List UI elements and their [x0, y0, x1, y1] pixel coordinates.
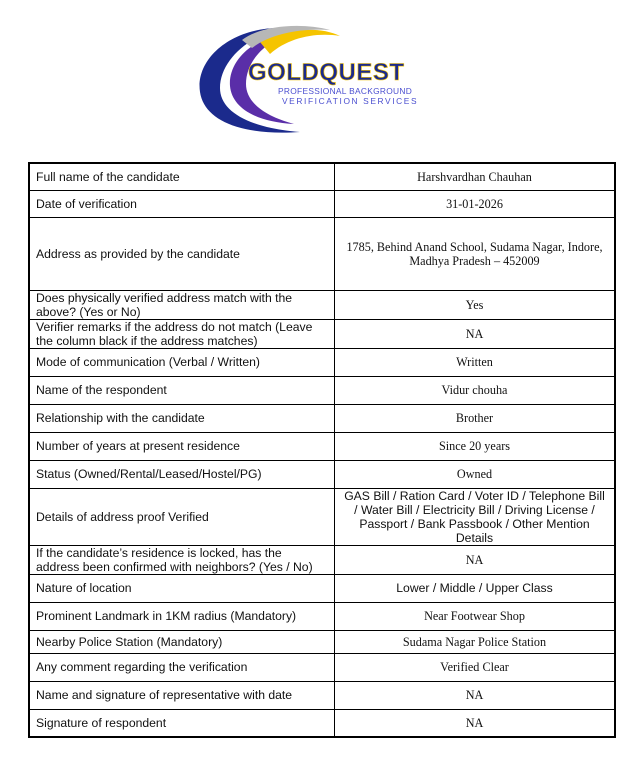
- row-label: Name of the respondent: [29, 376, 335, 404]
- row-value: Vidur chouha: [335, 376, 616, 404]
- table-row: [29, 488, 615, 545]
- row-label: Name and signature of representative with date: [29, 681, 335, 709]
- row-label: If the candidate’s residence is locked, has the address been confirmed with neighbors? (Yes / No): [29, 545, 335, 574]
- table-row: [29, 319, 615, 348]
- table-row: [29, 348, 615, 376]
- row-value: Brother: [335, 404, 616, 432]
- row-value: Lower / Middle / Upper Class: [335, 574, 616, 602]
- row-value: NA: [335, 681, 616, 709]
- table-row: [29, 163, 615, 190]
- row-value: Harshvardhan Chauhan: [335, 163, 616, 190]
- table-row: [29, 404, 615, 432]
- row-label: Date of verification: [29, 190, 335, 217]
- table-row: [29, 460, 615, 488]
- table-row: [29, 709, 615, 737]
- table-row: [29, 217, 615, 290]
- row-label: Status (Owned/Rental/Leased/Hostel/PG): [29, 460, 335, 488]
- row-value: Near Footwear Shop: [335, 602, 616, 630]
- goldquest-logo: [190, 20, 460, 140]
- table-row: [29, 681, 615, 709]
- table-row: [29, 653, 615, 681]
- table-row: [29, 290, 615, 319]
- row-label: Full name of the candidate: [29, 163, 335, 190]
- row-label: Prominent Landmark in 1KM radius (Mandatory): [29, 602, 335, 630]
- table-row: [29, 545, 615, 574]
- row-label: Nature of location: [29, 574, 335, 602]
- row-value: NA: [335, 319, 616, 348]
- logo-tagline-1: PROFESSIONAL BACKGROUND: [278, 86, 413, 96]
- table-row: [29, 630, 615, 653]
- row-value: Verified Clear: [335, 653, 616, 681]
- row-label: Does physically verified address match with the above? (Yes or No): [29, 290, 335, 319]
- logo-tagline-2: VERIFICATION SERVICES: [282, 96, 419, 106]
- table-row: [29, 432, 615, 460]
- row-label: Address as provided by the candidate: [29, 217, 335, 290]
- row-label: Number of years at present residence: [29, 432, 335, 460]
- row-value: NA: [335, 709, 616, 737]
- row-value: Sudama Nagar Police Station: [335, 630, 616, 653]
- row-value: Owned: [335, 460, 616, 488]
- row-value: Since 20 years: [335, 432, 616, 460]
- row-value: Written: [335, 348, 616, 376]
- row-label: Verifier remarks if the address do not match (Leave the column black if the address matches): [29, 319, 335, 348]
- row-label: Signature of respondent: [29, 709, 335, 737]
- logo-wordmark: GOLDQUEST: [248, 59, 405, 86]
- table-row: [29, 376, 615, 404]
- row-label: Relationship with the candidate: [29, 404, 335, 432]
- row-value: 31-01-2026: [335, 190, 616, 217]
- row-value: 1785, Behind Anand School, Sudama Nagar, Indore, Madhya Pradesh – 452009: [335, 217, 616, 290]
- row-label: Nearby Police Station (Mandatory): [29, 630, 335, 653]
- table-row: [29, 574, 615, 602]
- row-label: Any comment regarding the verification: [29, 653, 335, 681]
- row-label: Details of address proof Verified: [29, 488, 335, 545]
- table-row: [29, 602, 615, 630]
- verification-table: [28, 162, 616, 738]
- row-value: NA: [335, 545, 616, 574]
- table-row: [29, 190, 615, 217]
- row-value: GAS Bill / Ration Card / Voter ID / Telephone Bill / Water Bill / Electricity Bill / Driving License / Passport / Bank Passbook / Other Mention Details: [335, 488, 616, 545]
- row-value: Yes: [335, 290, 616, 319]
- row-label: Mode of communication (Verbal / Written): [29, 348, 335, 376]
